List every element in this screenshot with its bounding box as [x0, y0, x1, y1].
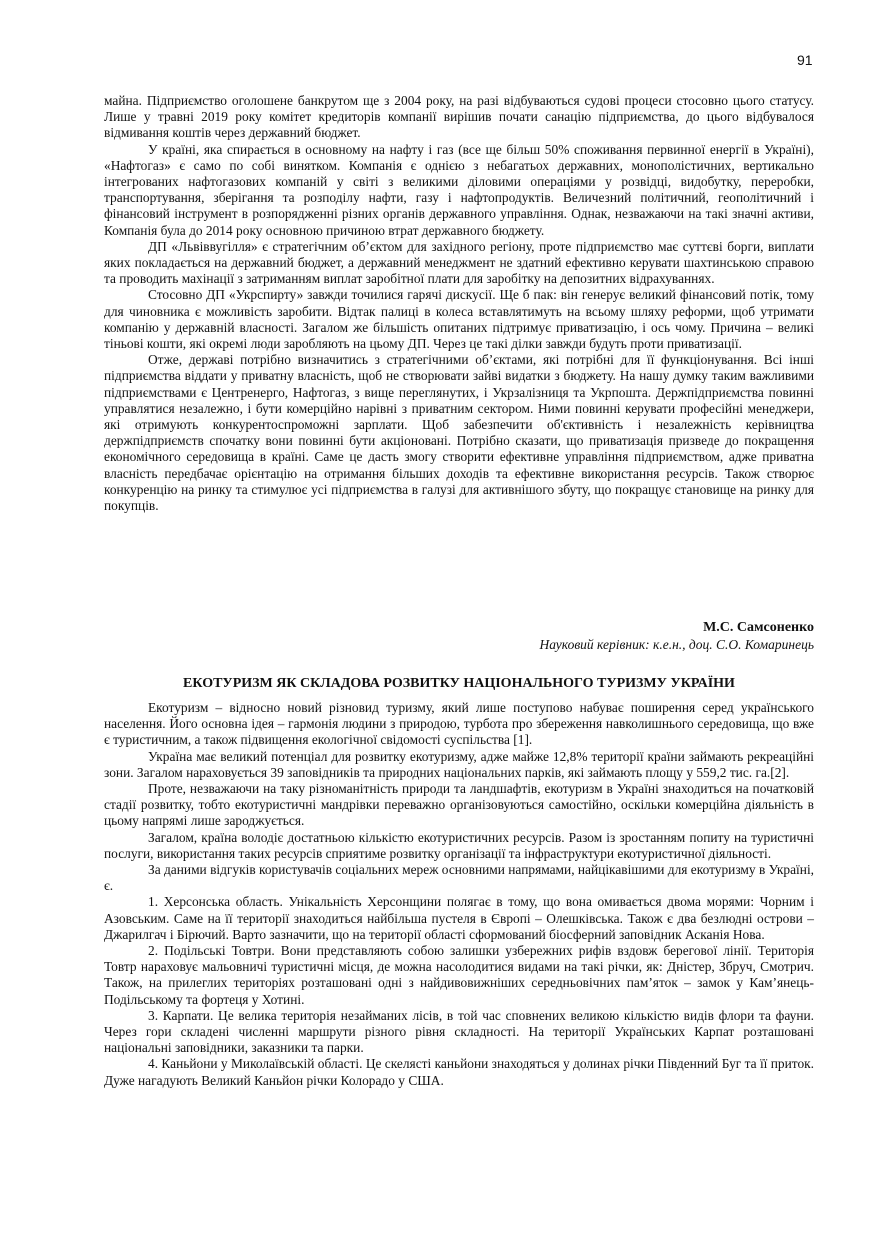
- scientific-advisor: Науковий керівник: к.е.н., доц. С.О. Комаринець: [539, 637, 814, 652]
- paragraph: За даними відгуків користувачів соціальних мереж основними напрямами, найцікавішими для екотуризму в Україні, є.: [104, 862, 815, 894]
- list-item: 4. Каньйони у Миколаївській області. Це скелясті каньйони знаходяться у долинах річки Південний Буг та її приток. Дуже нагадують Великий Каньйон річки Колорадо у США.: [104, 1056, 814, 1088]
- paragraph: У країні, яка спирається в основному на нафту і газ (все ще більш 50% споживання первинної енергії в Україні), «Нафтогаз» є само по собі винятком. Компанія є однією з небагатьох державних, монополістичних, вертикально інтегрованих нафтогазових компаній у світі з великими діловими операціями у розвідці, видобутку, переробки, транспортування, зберігання та розподілу нафти, газу і нафтопродуктів. Величезний політичний, геополітичний і фінансовий інструмент в розпорядженні різних органів державного управління. Однак, незважаючи на такі значні активи, Компанія була до 2014 року основною причиною втрат державного бюджету.: [104, 141, 814, 238]
- paragraph: Екотуризм – відносно новий різновид туризму, який лише поступово набуває поширення серед українського населення. Його основна ідея – гармонія людини з природою, турбота про збереження навколишнього середовища, що вже є туристичним, а також підвищення екологічної свідомості суспільства [1].: [104, 700, 814, 748]
- paragraph: майна. Підприємство оголошене банкрутом ще з 2004 року, на разі відбуваються судові процеси стосовно цього статусу. Лише у травні 2019 року комітет кредиторів компанії вирішив почати санацію підприємства, до цього відбувалося відмивання коштів через державний бюджет.: [104, 93, 814, 141]
- list-item: 3. Карпати. Це велика територія незайманих лісів, в той час сповнених великою кількістю видів флори та фауни. Через гори складені численні маршрути різного рівня складності. На території Українських Карпат розташовані національні заповідники, заказники та парки.: [104, 1007, 814, 1056]
- paragraph: Загалом, країна володіє достатньою кількістю екотуристичних ресурсів. Разом із зростанням попиту на туристичні послуги, використання таких ресурсів сприятиме розвитку організації та інфраструктури екотуристичної діяльності.: [104, 829, 814, 861]
- article-body: [104, 700, 814, 1089]
- paragraph: ДП «Львіввугілля» є стратегічним об’єктом для західного регіону, проте підприємство має суттєві борги, виплати яких покладається на державний бюджет, а державний менеджмент не здатний ефективно керувати шахтинською справою та проводить махінації з затриманням виплат заробітної плати для заробітку на депозитних відрахуваннях.: [104, 238, 814, 287]
- paragraph: Стосовно ДП «Укрспирту» завжди точилися гарячі дискусії. Ще б пак: він генерує великий фінансовий потік, тому для чиновника є можливість заробити. Відтак палиці в колеса вставлятимуть на всьому шляху реформи, щоб утримати компанію у державній власності. Загалом же більшість опитаних підтримує приватизацію, і ось чому. Причина – великі тіньові кошти, які окремі люди заробляють на цьому ДП. Через це такі ділки завжди будуть проти приватизації.: [104, 287, 814, 352]
- paragraph: Проте, незважаючи на таку різноманітність природи та ландшафтів, екотуризм в Україні знаходиться на початковій стадії розвитку, тобто екотуристичні мандрівки переважно організовуються самостійно, оскільки комерційна діяльність в цьому напрямі лише зароджується.: [104, 781, 814, 829]
- paragraph: Отже, державі потрібно визначитись з стратегічними об’єктами, які потрібні для її функціонування. Всі інші підприємства віддати у приватну власність, щоб не створювати зайві видатки з бюджету. На нашу думку таким важливими підприємствами є Центренерго, Нафтогаз, з вище переглянутих, і Укрзалізниця та Укрпошта. Держпідприємства повинні управлятися незалежно, і бути комерційно нарівні з приватним сектором. Ними повинні керувати професійні менеджери, які отримують конкурентоспроможні зарплати. Щоб забезпечити об'єктивність і незалежність керівництва держпідприємств спочатку вони повинні бути акціоновані. Потрібно сказати, що приватизація призведе до покращення економічного середовища в країні. Саме це дасть змогу створити ефективне управління підприємством, адже приватна власність передбачає орієнтацію на отримання більших доходів та ефективне використання ресурсів. Також створює конкуренцію на ринку та стимулює усі підприємства в галузі для активнішого збуту, що покращує становище на ринку для покупців.: [104, 352, 814, 514]
- author-name: М.С. Самсоненко: [703, 620, 814, 635]
- article-header: [104, 619, 814, 692]
- list-item: 2. Подільські Товтри. Вони представляють собою залишки узбережних рифів вздовж берегової лінії. Територія Товтр нараховує мальовничі туристичні місця, де можна насолодитися видами на такі річки, як: Дністер, Збруч, Смотрич. Також, на прилеглих територіях розташовані одні з найдивовижніших середньовічних пам’яток – замок у Кам’янець-Подільському та фортеця у Хотині.: [104, 943, 814, 1007]
- article-continuation: [104, 93, 814, 514]
- page-number: 91: [797, 52, 813, 68]
- article-title: ЕКОТУРИЗМ ЯК СКЛАДОВА РОЗВИТКУ НАЦІОНАЛЬНОГО ТУРИЗМУ УКРАЇНИ: [183, 676, 735, 691]
- paragraph: Україна має великий потенціал для розвитку екотуризму, адже майже 12,8% території країни займають рекреаційні зони. Загалом нараховується 39 заповідників та природних національних парків, які займають площу у 559,2 тис. га.[2].: [104, 748, 814, 780]
- list-item: 1. Херсонська область. Унікальність Херсонщини полягає в тому, що вона омивається двома морями: Чорним і Азовським. Саме на її території знаходиться найбільша пустеля в Європі – Олешківська. Також є два безлюдні острови – Джарилгач і Бірючий. Варто зазначити, що на території області сформований біосферний заповідник Асканія Нова.: [104, 894, 814, 942]
